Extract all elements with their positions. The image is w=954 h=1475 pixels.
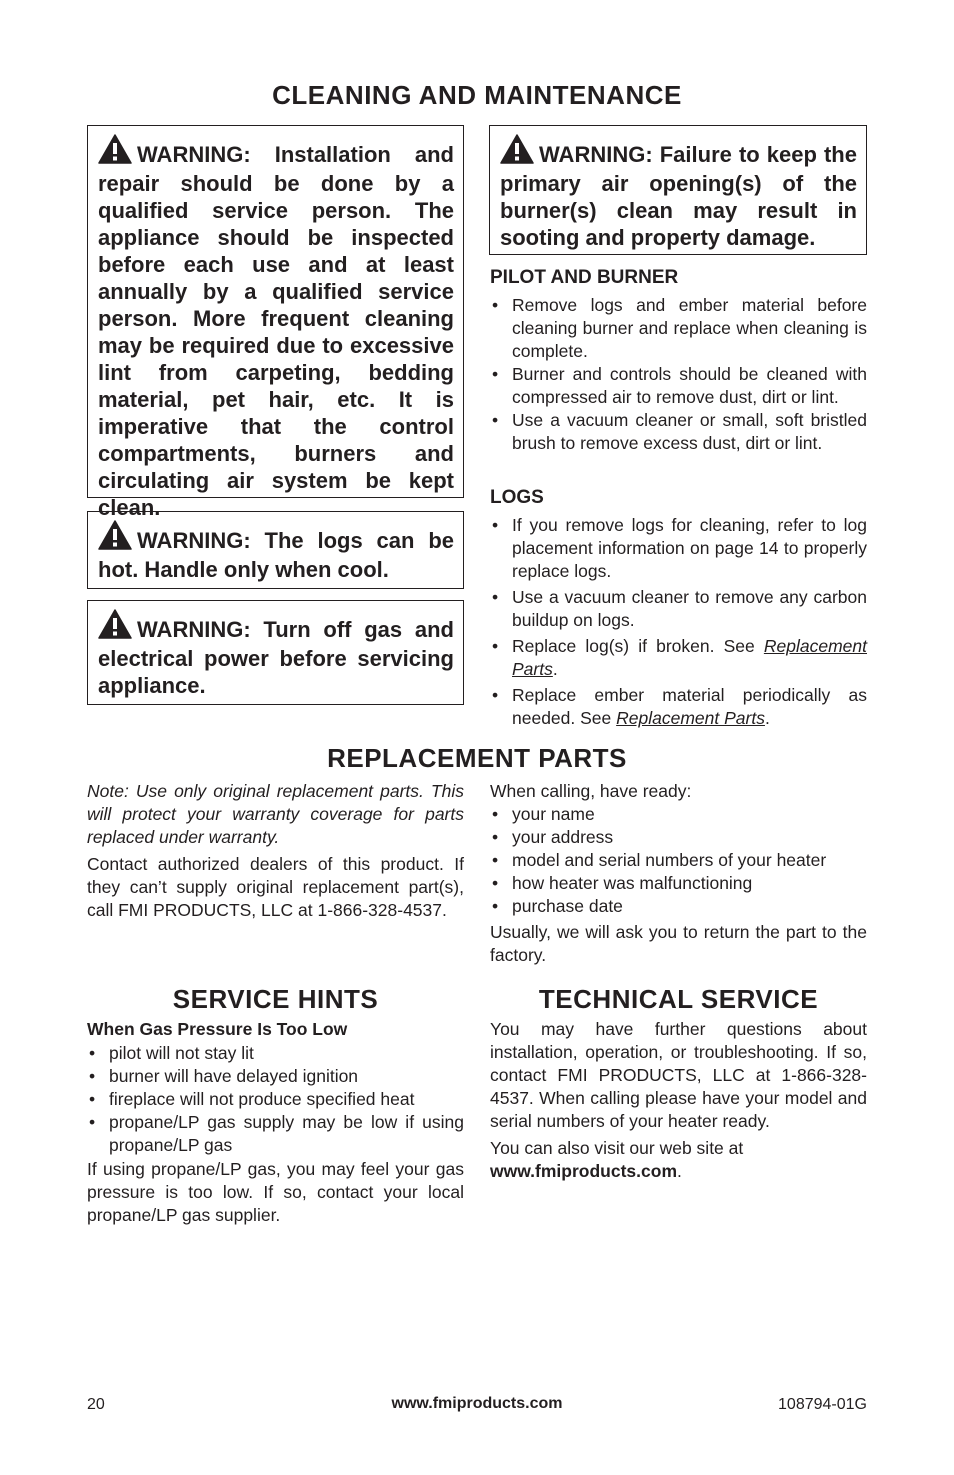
warning-box-hot-logs (87, 511, 464, 589)
list-item-text: Replace log(s) if broken. See (512, 636, 764, 656)
replacement-contact: Contact authorized dealers of this product. If they can’t supply original replacement part(s), call FMI PRODUCTS, LLC at 1-866-328-4537. (87, 854, 464, 920)
return-note: Usually, we will ask you to return the part to the factory. (490, 922, 867, 965)
service-list (87, 1042, 464, 1157)
replacement-heading: REPLACEMENT PARTS (327, 743, 627, 773)
warning-label: WARNING: (137, 528, 251, 553)
list-item: • pilot will not stay lit (87, 1042, 464, 1065)
warning-icon (98, 609, 132, 645)
service-heading: SERVICE HINTS (172, 984, 379, 1014)
warning-box-air-opening (489, 125, 867, 255)
replacement-left (87, 780, 464, 922)
technical-website-line (490, 1160, 867, 1183)
list-item: • burner will have delayed ignition (87, 1065, 464, 1088)
warning-box-turn-off (87, 600, 464, 705)
pilot-burner-list (490, 294, 867, 455)
warning-text: Installation and repair should be done by a qualified service person. The appliance should be inspected before each use and at least annually by a qualified service person. More frequent cleaning may be required due to excessive lint from carpeting, bedding material, pet hair, etc. It is imperative that the control compartments, burners and circulating air system be kept clean. (98, 142, 454, 520)
replacement-note: Note: Use only original replacement parts. This will protect your warranty coverage for parts replaced under warranty. (87, 781, 464, 847)
technical-visit: You can also visit our web site at (490, 1138, 744, 1158)
service-closing: If using propane/LP gas, you may feel your gas pressure is too low. If so, contact your local propane/LP gas supplier. (87, 1159, 464, 1225)
technical-section (490, 1018, 867, 1183)
list-item-text: . (552, 659, 558, 679)
list-item (490, 635, 867, 681)
footer-url[interactable]: www.fmiproducts.com (391, 1395, 563, 1412)
logs-section (490, 487, 867, 730)
cleaning-heading: CLEANING AND MAINTENANCE (272, 80, 682, 110)
list-item: • your name (490, 803, 867, 826)
list-item: • your address (490, 826, 867, 849)
warning-text: Turn off gas and electrical power before servicing appliance. (98, 617, 454, 698)
pilot-burner-section (490, 267, 867, 455)
document-code: 108794-01G (778, 1396, 867, 1413)
list-item: • Burner and controls should be cleaned with compressed air to remove dust, dirt or lint. (490, 363, 867, 409)
warning-box-installation (87, 125, 464, 520)
warning-label: WARNING: (137, 142, 251, 167)
logs-list (490, 514, 867, 730)
replacement-parts-link[interactable]: Replacement Parts (616, 708, 765, 728)
replacement-parts-link[interactable]: Replacement Parts (512, 636, 867, 679)
warning-label: WARNING: (137, 617, 251, 642)
list-item: • propane/LP gas supply may be low if using propane/LP gas (87, 1111, 464, 1157)
list-item: • purchase date (490, 895, 867, 918)
list-item: • model and serial numbers of your heater (490, 849, 867, 872)
warning-label: WARNING: (539, 142, 653, 167)
technical-paragraph: You may have further questions about installation, operation, or troubleshooting. If so, contact FMI PRODUCTS, LLC at 1-866-328-4537. When calling please have your model and serial numbers of your heater ready. (490, 1019, 867, 1131)
warning-text: Failure to keep the primary air opening(s) of the burner(s) clean may result in sooting and property damage. (500, 142, 857, 250)
logs-title: LOGS (490, 487, 544, 508)
list-item: • Remove logs and ember material before cleaning burner and replace when cleaning is complete. (490, 294, 867, 363)
pilot-burner-title: PILOT AND BURNER (490, 267, 679, 288)
technical-heading: TECHNICAL SERVICE (538, 984, 819, 1014)
list-item-text: Replace ember material periodically as needed. See (512, 685, 867, 728)
list-item: • fireplace will not produce specified heat (87, 1088, 464, 1111)
website-period: . (677, 1161, 682, 1181)
warning-text: The logs can be hot. Handle only when cool. (98, 528, 454, 582)
list-item: • how heater was malfunctioning (490, 872, 867, 895)
warning-icon (500, 134, 534, 170)
website-link[interactable]: www.fmiproducts.com (490, 1161, 678, 1181)
calling-list (490, 803, 867, 918)
service-subtitle: When Gas Pressure Is Too Low (87, 1019, 348, 1039)
warning-icon (98, 134, 132, 170)
replacement-right (490, 780, 867, 967)
list-item: • If you remove logs for cleaning, refer to log placement information on page 14 to properly replace logs. (490, 514, 867, 583)
list-item (490, 684, 867, 730)
page-number: 20 (87, 1396, 105, 1413)
list-item: • Use a vacuum cleaner to remove any carbon buildup on logs. (490, 586, 867, 632)
service-section (87, 1018, 464, 1227)
list-item-text: . (764, 708, 770, 728)
list-item: • Use a vacuum cleaner or small, soft bristled brush to remove excess dust, dirt or lint. (490, 409, 867, 455)
calling-intro: When calling, have ready: (490, 781, 692, 801)
warning-icon (98, 520, 132, 556)
